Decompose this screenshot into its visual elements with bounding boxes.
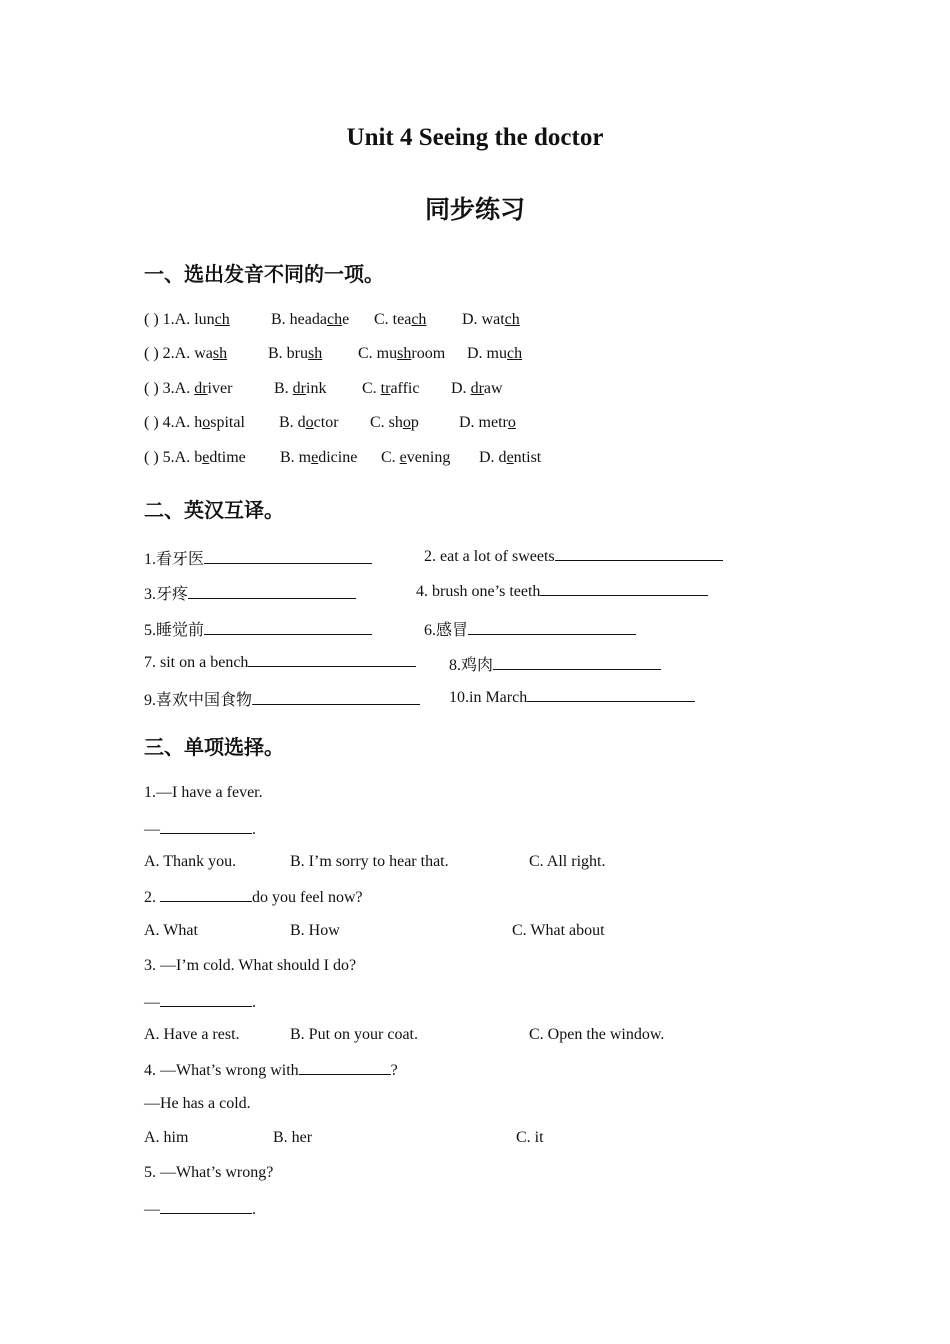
s2-item-8: 8.鸡肉 <box>449 652 661 675</box>
s2-item-1: 1.看牙医 <box>144 546 372 569</box>
s1-q2-c: C. mushroom <box>358 345 446 362</box>
s3-q3-option-a: A. Have a rest. <box>144 1026 240 1043</box>
s3-q4-option-a: A. him <box>144 1129 189 1146</box>
s1-q1-a: ( ) 1.A. lunch <box>144 311 230 328</box>
s3-q2-stem: 2. do you feel now? <box>144 889 363 906</box>
s3-q1-option-a: A. Thank you. <box>144 853 237 870</box>
s1-q5-c: C. evening <box>381 449 451 466</box>
s1-q3-a: ( ) 3.A. driver <box>144 380 233 397</box>
s1-q3-c: C. traffic <box>362 380 420 397</box>
s1-q5-d: D. dentist <box>479 449 542 466</box>
section2-heading: 二、英汉互译。 <box>144 498 284 522</box>
s1-q4-b: B. doctor <box>279 414 339 431</box>
s2-item-6: 6.感冒 <box>424 617 636 640</box>
section3-heading: 三、单项选择。 <box>144 735 284 759</box>
s1-q4-a: ( ) 4.A. hospital <box>144 414 245 431</box>
s1-q5-b: B. medicine <box>280 449 358 466</box>
s2-item-3: 3.牙疼 <box>144 581 356 604</box>
s3-q1-stem: 1.—I have a fever. <box>144 784 263 801</box>
s1-q3-d: D. draw <box>451 380 503 397</box>
page-subtitle: 同步练习 <box>424 195 525 224</box>
s2-item-7: 7. sit on a bench <box>144 652 416 672</box>
s2-item-4: 4. brush one’s teeth <box>416 581 708 601</box>
s1-q5-a: ( ) 5.A. bedtime <box>144 449 246 466</box>
s1-q3-b: B. drink <box>274 380 327 397</box>
s3-q4-reply: —He has a cold. <box>144 1095 251 1112</box>
s2-item-10: 10.in March <box>449 687 695 707</box>
s3-q3-answer: — . <box>144 994 256 1011</box>
s3-q2-option-b: B. How <box>290 922 340 939</box>
s1-q1-d: D. watch <box>462 311 520 328</box>
s1-q4-d: D. metro <box>459 414 516 431</box>
s3-q5-stem: 5. —What’s wrong? <box>144 1164 274 1181</box>
s2-item-9: 9.喜欢中国食物 <box>144 687 420 710</box>
s1-q2-b: B. brush <box>268 345 323 362</box>
s2-item-2: 2. eat a lot of sweets <box>424 546 723 566</box>
page-title: Unit 4 Seeing the doctor <box>346 124 604 151</box>
s3-q2-option-a: A. What <box>144 922 198 939</box>
s1-q1-c: C. teach <box>374 311 427 328</box>
s3-q1-answer: — . <box>144 821 256 838</box>
s1-q4-c: C. shop <box>370 414 419 431</box>
s1-q2-d: D. much <box>467 345 523 362</box>
s3-q3-option-b: B. Put on your coat. <box>290 1026 418 1043</box>
s3-q1-option-b: B. I’m sorry to hear that. <box>290 853 449 870</box>
s3-q2-option-c: C. What about <box>512 922 605 939</box>
s3-q3-option-c: C. Open the window. <box>529 1026 665 1043</box>
s2-item-5: 5.睡觉前 <box>144 617 372 640</box>
section1-heading: 一、选出发音不同的一项。 <box>144 262 384 286</box>
s1-q1-b: B. headache <box>271 311 350 328</box>
s3-q4-stem: 4. —What’s wrong with ? <box>144 1062 398 1079</box>
s1-q2-a: ( ) 2.A. wash <box>144 345 228 362</box>
s3-q3-stem: 3. —I’m cold. What should I do? <box>144 957 357 974</box>
s3-q1-option-c: C. All right. <box>529 853 606 870</box>
s3-q4-option-c: C. it <box>516 1129 544 1146</box>
s3-q4-option-b: B. her <box>273 1129 313 1146</box>
s3-q5-answer: — . <box>144 1201 256 1218</box>
